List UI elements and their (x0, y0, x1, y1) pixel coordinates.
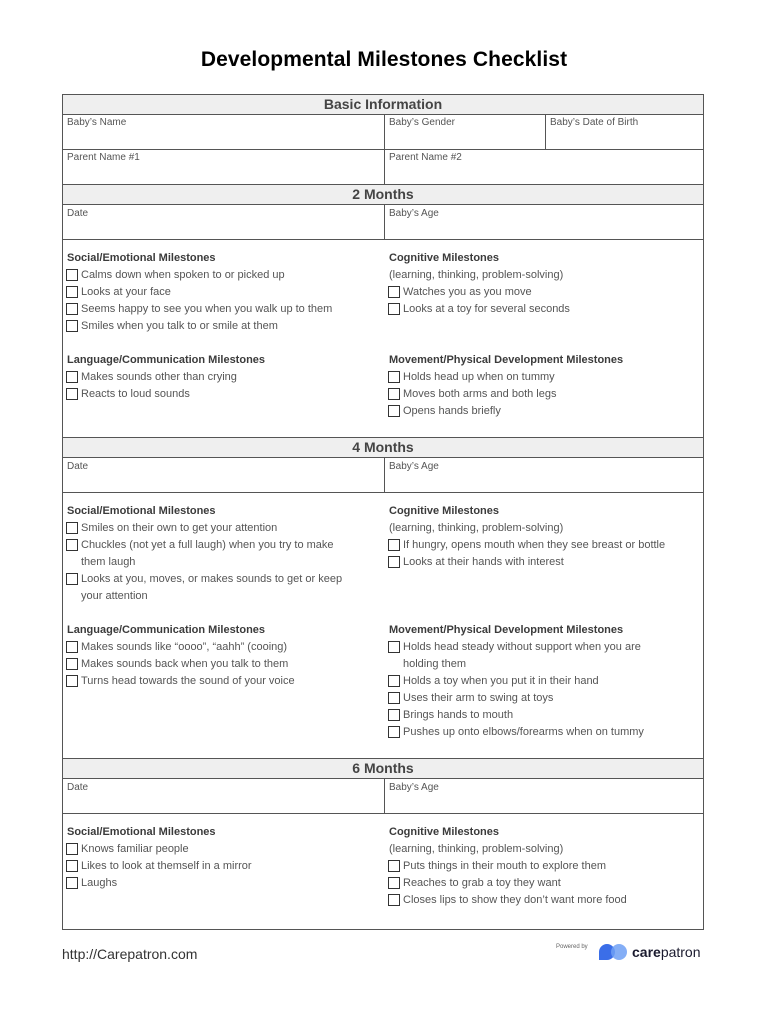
milestone-item: Laughs (81, 877, 118, 889)
milestone-item: Looks at their hands with interest (403, 556, 564, 568)
milestone-checkbox[interactable] (66, 522, 78, 534)
milestone-item: Looks at your face (81, 286, 171, 298)
milestone-checkbox[interactable] (66, 843, 78, 855)
milestone-checkbox[interactable] (388, 894, 400, 906)
social-emotional-title: Social/Emotional Milestones (67, 505, 216, 517)
milestone-checkbox[interactable] (388, 286, 400, 298)
basic-info-header: Basic Information (63, 95, 703, 115)
babys-age-label: Baby’s Age (389, 461, 439, 472)
milestone-checkbox[interactable] (66, 573, 78, 585)
social-emotional-title: Social/Emotional Milestones (67, 252, 216, 264)
milestone-item-continued: your attention (81, 590, 148, 602)
milestone-item: Calms down when spoken to or picked up (81, 269, 285, 281)
babys-gender-label: Baby’s Gender (389, 117, 455, 128)
milestone-item: Looks at you, moves, or makes sounds to get or keep (81, 573, 343, 585)
carepatron-logo-icon (598, 941, 628, 963)
milestone-checkbox[interactable] (66, 877, 78, 889)
milestone-checkbox[interactable] (388, 726, 400, 738)
milestone-item: Brings hands to mouth (403, 709, 514, 721)
movement-title: Movement/Physical Development Milestones (389, 624, 624, 636)
milestone-item: Uses their arm to swing at toys (403, 692, 554, 704)
milestone-item: Likes to look at themself in a mirror (81, 860, 252, 872)
parent2-label: Parent Name #2 (389, 152, 462, 163)
milestone-checkbox[interactable] (66, 675, 78, 687)
babys-name-label: Baby’s Name (67, 117, 127, 128)
milestone-item: Pushes up onto elbows/forearms when on tummy (403, 726, 644, 738)
milestone-item: Puts things in their mouth to explore them (403, 860, 606, 872)
powered-by-label: Powered by (556, 944, 588, 950)
language-title: Language/Communication Milestones (67, 354, 266, 366)
parent1-label: Parent Name #1 (67, 152, 140, 163)
checklist-form (62, 94, 704, 930)
milestone-item: Chuckles (not yet a full laugh) when you try to make (81, 539, 334, 551)
milestone-checkbox[interactable] (388, 709, 400, 721)
milestone-checkbox[interactable] (388, 860, 400, 872)
milestone-item: Holds head up when on tummy (403, 371, 555, 383)
milestone-checkbox[interactable] (388, 692, 400, 704)
milestone-item: Moves both arms and both legs (403, 388, 557, 400)
babys-age-label: Baby’s Age (389, 208, 439, 219)
milestone-checkbox[interactable] (388, 371, 400, 383)
milestone-item: Reacts to loud sounds (81, 388, 190, 400)
carepatron-link[interactable]: http://Carepatron.com (62, 946, 198, 962)
cognitive-title: Cognitive Milestones (389, 826, 500, 838)
milestone-checkbox[interactable] (388, 405, 400, 417)
page-title: Developmental Milestones Checklist (200, 48, 568, 71)
milestone-checkbox[interactable] (66, 658, 78, 670)
cognitive-title: Cognitive Milestones (389, 505, 500, 517)
milestone-item: If hungry, opens mouth when they see breast or bottle (403, 539, 666, 551)
milestone-item: Knows familiar people (81, 843, 189, 855)
milestone-item: Looks at a toy for several seconds (403, 303, 570, 315)
date-label: Date (67, 782, 89, 793)
milestone-item: Turns head towards the sound of your voice (81, 675, 295, 687)
milestone-checkbox[interactable] (66, 388, 78, 400)
social-emotional-title: Social/Emotional Milestones (67, 826, 216, 838)
brand-rest: patron (660, 944, 701, 960)
milestone-item: Watches you as you move (403, 286, 532, 298)
milestone-item: Opens hands briefly (403, 405, 501, 417)
date-label: Date (67, 208, 89, 219)
milestone-item: Smiles on their own to get your attention (81, 522, 278, 534)
milestone-item: Reaches to grab a toy they want (403, 877, 561, 889)
milestone-checkbox[interactable] (66, 286, 78, 298)
language-title: Language/Communication Milestones (67, 624, 266, 636)
section-6-months-header: 6 Months (63, 758, 703, 779)
milestone-item: Makes sounds back when you talk to them (81, 658, 289, 670)
milestone-item: Makes sounds like “oooo”, “aahh” (cooing) (81, 641, 288, 653)
milestone-item: Smiles when you talk to or smile at them (81, 320, 278, 332)
milestone-checkbox[interactable] (388, 556, 400, 568)
section-2-months-header: 2 Months (63, 184, 703, 205)
milestone-item: Seems happy to see you when you walk up to them (81, 303, 333, 315)
milestone-checkbox[interactable] (388, 641, 400, 653)
milestone-checkbox[interactable] (66, 539, 78, 551)
milestone-checkbox[interactable] (66, 860, 78, 872)
milestone-checkbox[interactable] (388, 539, 400, 551)
milestone-checkbox[interactable] (388, 388, 400, 400)
milestone-checkbox[interactable] (388, 877, 400, 889)
cognitive-title: Cognitive Milestones (389, 252, 500, 264)
milestone-item-continued: them laugh (81, 556, 136, 568)
babys-age-label: Baby’s Age (389, 782, 439, 793)
milestone-checkbox[interactable] (66, 641, 78, 653)
milestone-item-continued: holding them (403, 658, 466, 670)
section-4-months-header: 4 Months (63, 437, 703, 458)
date-label: Date (67, 461, 89, 472)
babys-dob-label: Baby’s Date of Birth (550, 117, 639, 128)
milestone-checkbox[interactable] (66, 303, 78, 315)
milestone-item: Holds a toy when you put it in their hand (403, 675, 599, 687)
milestone-item: Holds head steady without support when you are (403, 641, 641, 653)
carepatron-brand (632, 944, 701, 960)
milestone-checkbox[interactable] (66, 269, 78, 281)
milestone-checkbox[interactable] (66, 320, 78, 332)
milestone-checkbox[interactable] (66, 371, 78, 383)
milestone-item: Makes sounds other than crying (81, 371, 237, 383)
cognitive-subtitle: (learning, thinking, problem-solving) (389, 269, 564, 281)
brand-bold: care (632, 944, 661, 960)
milestone-item: Closes lips to show they don’t want more food (403, 894, 627, 906)
milestone-checkbox[interactable] (388, 303, 400, 315)
cognitive-subtitle: (learning, thinking, problem-solving) (389, 522, 564, 534)
cognitive-subtitle: (learning, thinking, problem-solving) (389, 843, 564, 855)
milestone-checkbox[interactable] (388, 675, 400, 687)
movement-title: Movement/Physical Development Milestones (389, 354, 624, 366)
